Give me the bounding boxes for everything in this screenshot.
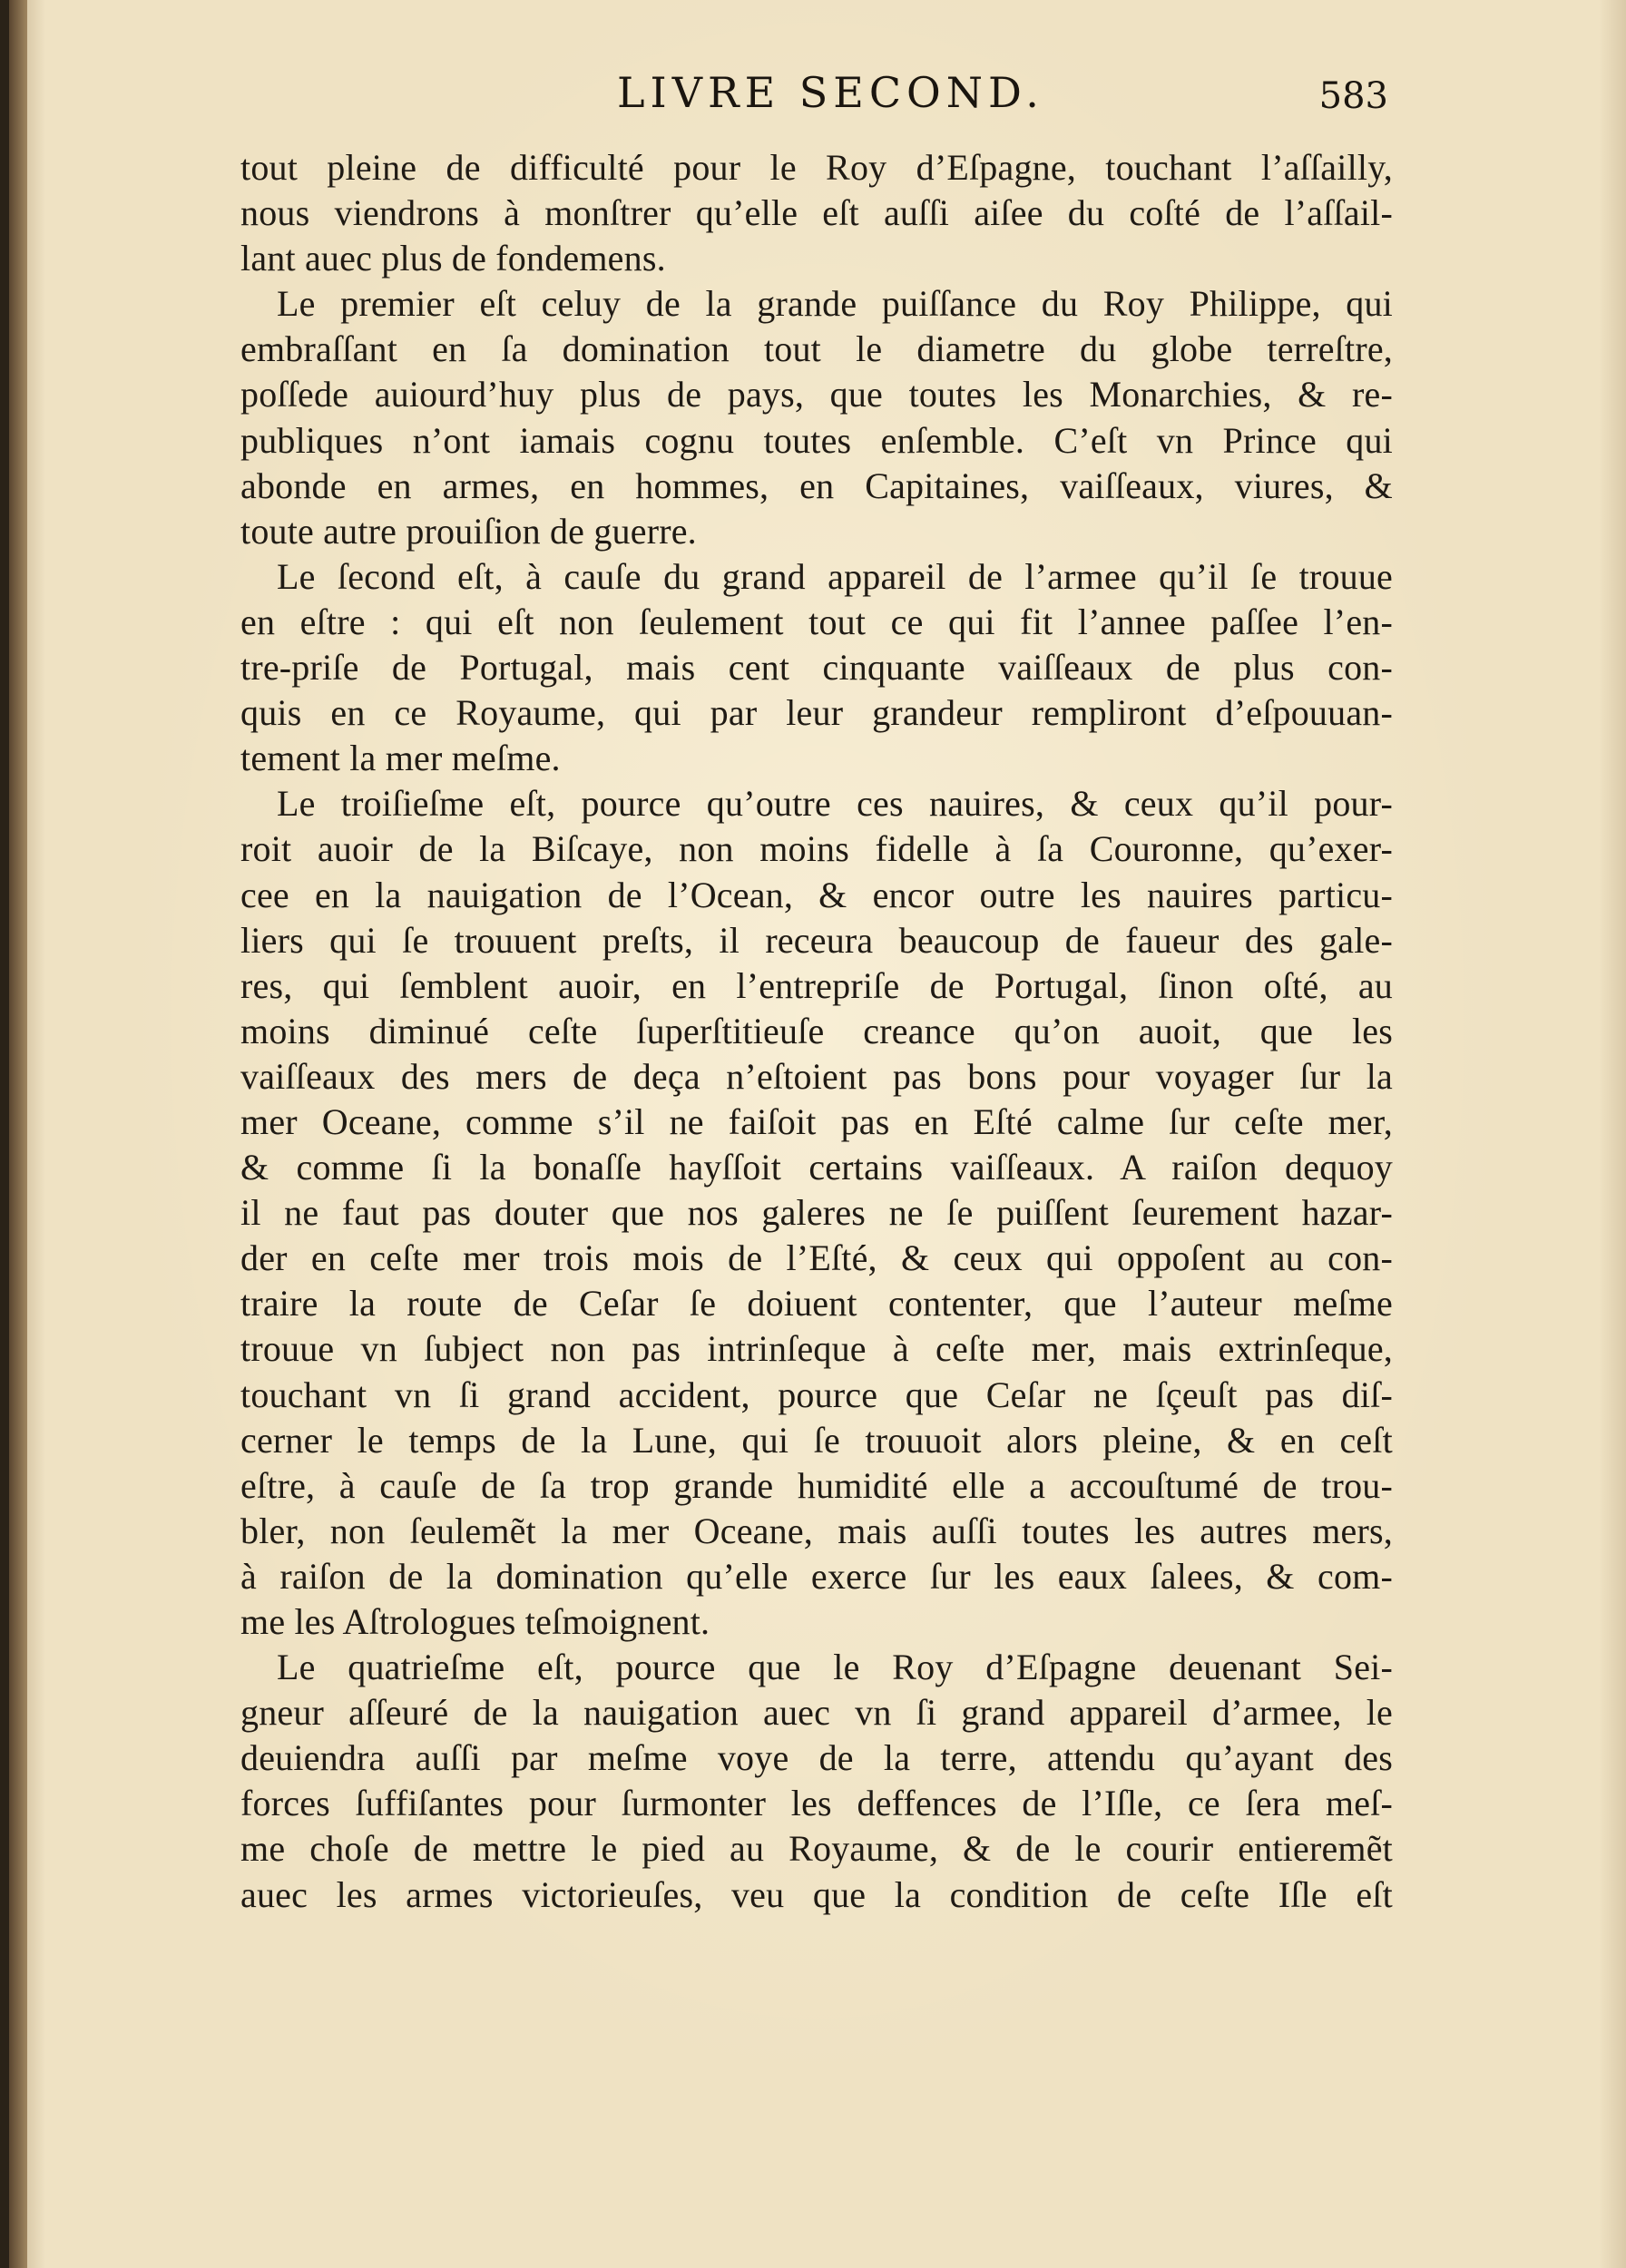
text-line: lant auec plus de fondemens. <box>240 238 666 279</box>
text-line: quis en ce Royaume, qui par leur grandeur rempliront d’eſpouuan- <box>240 692 1393 734</box>
text-line: cerner le temps de la Lune, qui ſe trouuoit alors pleine, & en ceſt <box>240 1419 1393 1461</box>
text-line: Le quatrieſme eſt, pource que le Roy d’Eſpagne deuenant Sei- <box>277 1647 1393 1688</box>
text-line: & comme ſi la bonaſſe hayſſoit certains vaiſſeaux. A raiſon dequoy <box>240 1147 1393 1188</box>
text-line: forces ſuffiſantes pour ſurmonter les deffences de l’Iſle, ce ſera meſ- <box>240 1783 1393 1824</box>
text-line: Le ſecond eſt, à cauſe du grand appareil de l’armee qu’il ſe trouue <box>277 555 1393 597</box>
text-line: traire la route de Ceſar ſe doiuent contenter, que l’auteur meſme <box>240 1283 1393 1325</box>
text-line: tout pleine de difficulté pour le Roy d’Eſpagne, touchant l’aſſailly, <box>240 147 1393 188</box>
text-line: me choſe de mettre le pied au Royaume, & de le courir entieremẽt <box>240 1828 1393 1870</box>
text-line: tre-priſe de Portugal, mais cent cinquante vaiſſeaux de plus con- <box>240 647 1393 689</box>
chapter-title: LIVRE SECOND. <box>617 68 1044 117</box>
text-line: gneur aſſeuré de la nauigation auec vn ſi grand appareil d’armee, le <box>240 1692 1393 1734</box>
text-line: abonde en armes, en hommes, en Capitaines, vaiſſeaux, viures, & <box>240 464 1393 506</box>
text-line: tement la mer meſme. <box>240 738 561 779</box>
text-line: moins diminué ceſte ſuperſtitieuſe creance qu’on auoit, que les <box>240 1010 1393 1051</box>
text-line: res, qui ſemblent auoir, en l’entrepriſe de Portugal, ſinon oſté, au <box>240 964 1393 1006</box>
text-line: Le troiſieſme eſt, pource qu’outre ces nauires, & ceux qu’il pour- <box>277 783 1393 825</box>
text-line: vaiſſeaux des mers de deça n’eſtoient pas bons pour voyager ſur la <box>240 1055 1393 1097</box>
text-line: deuiendra auſſi par meſme voye de la terre, attendu qu’ayant des <box>240 1737 1393 1779</box>
text-line: bler, non ſeulemẽt la mer Oceane, mais auſſi toutes les autres mers, <box>240 1510 1393 1551</box>
text-line: mer Oceane, comme s’il ne faiſoit pas en Eſté calme ſur ceſte mer, <box>240 1100 1393 1142</box>
text-line: liers qui ſe trouuent preſts, il receura beaucoup de faueur des gale- <box>240 919 1393 961</box>
text-line: eſtre, à cauſe de ſa trop grande humidité elle a accouſtumé de trou- <box>240 1464 1393 1506</box>
text-line: en eſtre : qui eſt non ſeulement tout ce qui fit l’annee paſſee l’en- <box>240 601 1393 642</box>
text-line: der en ceſte mer trois mois de l’Eſté, & ceux qui oppoſent au con- <box>240 1237 1393 1279</box>
text-line: poſſede auiourd’huy plus de pays, que toutes les Monarchies, & re- <box>240 374 1393 415</box>
text-line: Le premier eſt celuy de la grande puiſſance du Roy Philippe, qui <box>277 283 1393 325</box>
body-text <box>240 145 1393 1918</box>
binding-edge <box>9 0 27 2268</box>
text-line: nous viendrons à monſtrer qu’elle eſt auſſi aiſee du coſté de l’aſſail- <box>240 192 1393 234</box>
running-head <box>236 68 1388 132</box>
book-page <box>9 0 1626 2268</box>
text-line: cee en la nauigation de l’Ocean, & encor outre les nauires particu- <box>240 874 1393 915</box>
text-line: publiques n’ont iamais cognu toutes enſemble. C’eſt vn Prince qui <box>240 419 1393 461</box>
text-line: touchant vn ſi grand accident, pource que Ceſar ne ſçeuſt pas diſ- <box>240 1374 1393 1415</box>
text-line: embraſſant en ſa domination tout le diametre du globe terreſtre, <box>240 328 1393 370</box>
text-line: à raiſon de la domination qu’elle exerce ſur les eaux ſalees, & com- <box>240 1555 1393 1597</box>
text-line: il ne faut pas douter que nos galeres ne ſe puiſſent ſeurement hazar- <box>240 1192 1393 1234</box>
page-number: 583 <box>1318 75 1388 117</box>
text-line: auec les armes victorieuſes, veu que la condition de ceſte Iſle eſt <box>240 1873 1393 1915</box>
text-line: roit auoir de la Biſcaye, non moins fidelle à ſa Couronne, qu’exer- <box>240 828 1393 870</box>
text-line: toute autre prouiſion de guerre. <box>240 510 697 552</box>
text-line: me les Aſtrologues teſmoignent. <box>240 1601 710 1642</box>
text-line: trouue vn ſubject non pas intrinſeque à ceſte mer, mais extrinſeque, <box>240 1328 1393 1370</box>
